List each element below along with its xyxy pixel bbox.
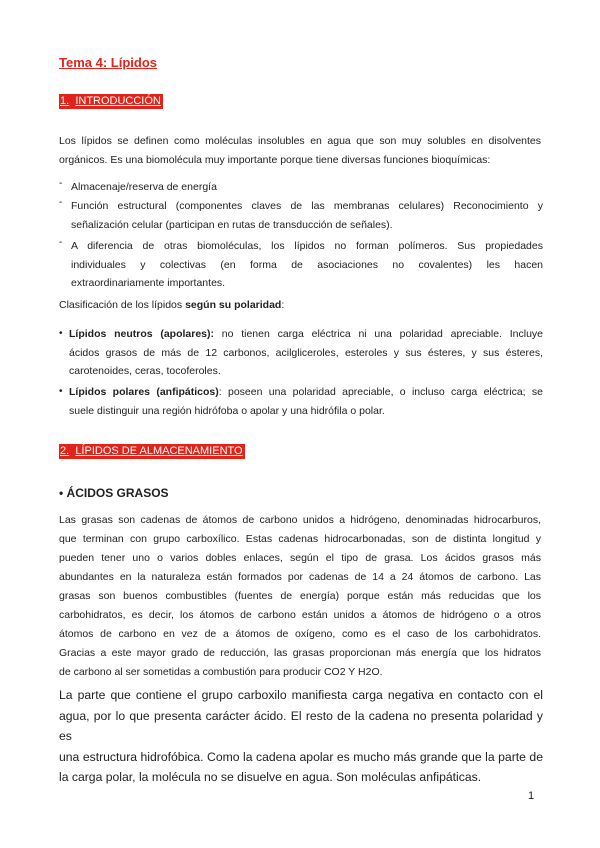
text-line: orgánicos. Es una biomolécula muy importante porque tiene diversas funciones bioquímicas: xyxy=(59,154,491,166)
section-number: 2. xyxy=(60,445,70,457)
list-item-lipidos-polares xyxy=(59,383,543,420)
intro-paragraph xyxy=(59,132,541,170)
list-item-lipidos-neutros xyxy=(59,325,543,381)
section-number: 1. xyxy=(60,95,70,107)
section-label: LÍPIDOS DE ALMACENAMIENTO xyxy=(75,445,243,457)
text-line: Almacenaje/reserva de energía xyxy=(71,181,217,193)
bullet-marker: • xyxy=(59,486,64,500)
bullet-marker: • xyxy=(59,328,63,339)
dash-marker: - xyxy=(59,237,63,248)
subheading-acidos-grasos xyxy=(59,486,169,500)
text-line: átomos de carbono en vez de a átomos de oxígeno, como es el caso de los carbohidratos. xyxy=(59,628,541,640)
list-item xyxy=(59,197,543,234)
text-line: grasas son buenos combustibles (fuentes de energía) porque están más reducidas que los xyxy=(59,590,541,602)
text-line: suele distinguir una región hidrófoba o apolar y una hidrófila o polar. xyxy=(69,404,385,417)
classification-prefix: Clasificación de los lípidos xyxy=(59,299,186,311)
text-line: carbohidratos, es decir, los átomos de carbono están unidos a átomos de hidrógeno o a otros xyxy=(59,609,541,621)
text-line: la carga polar, la molécula no se disuelve en agua. Son moléculas anfipáticas. xyxy=(59,770,482,785)
text-line: individuales y colectivas (en forma de asociaciones no covalentes) les hacen xyxy=(71,258,543,271)
term-name: Lípidos polares (anfipáticos) xyxy=(69,386,219,398)
classification-bold: según su polaridad xyxy=(185,299,282,311)
dash-marker: - xyxy=(59,197,63,208)
section-label: INTRODUCCIÓN xyxy=(75,95,161,107)
section-heading-introduccion xyxy=(59,94,163,109)
term-description: no tienen carga eléctrica ni una polaridad apreciable. Incluye xyxy=(214,328,543,340)
text-line: pueden tener uno o varios dobles enlaces, según el tipo de grasa. Los ácidos grasos más xyxy=(59,552,541,564)
text-line: que terminan con grupo carboxílico. Estas cadenas hidrocarbonadas, son de distinta longitud y xyxy=(59,533,541,545)
text-line: abundantes en la naturaleza están formados por cadenas de 14 a 24 átomos de carbono. Las xyxy=(59,571,541,583)
subheading-label: ÁCIDOS GRASOS xyxy=(66,486,169,500)
term-name: Lípidos neutros (apolares): xyxy=(69,328,215,340)
text-line: carotenoides, ceras, tocoferoles. xyxy=(69,365,221,377)
text-line: La parte que contiene el grupo carboxilo manifiesta carga negativa en contacto con el xyxy=(59,688,543,702)
text-line xyxy=(69,383,543,402)
text-line: una estructura hidrofóbica. Como la cadena apolar es mucho más grande que la parte de xyxy=(59,749,543,764)
list-item xyxy=(59,237,543,293)
carboxyl-paragraph xyxy=(59,685,543,788)
text-line: Gracias a este mayor grado de reducción, las grasas proporcionan más energía que los hidratos xyxy=(59,647,541,659)
page-title: Tema 4: Lípidos xyxy=(59,55,157,70)
text-line: de carbono al ser sometidas a combustión para producir CO2 Y H2O. xyxy=(59,666,383,678)
text-line xyxy=(69,325,543,344)
text-line: agua, por lo que presenta carácter ácido. El resto de la cadena no presenta polaridad y es xyxy=(59,708,543,744)
text-line: Los lípidos se definen como moléculas insolubles en agua que son muy solubles en disolventes xyxy=(59,135,541,147)
fatty-acids-paragraph xyxy=(59,511,541,682)
text-line: señalización celular (participan en rutas de transducción de señales). xyxy=(71,218,393,231)
text-line: extraordinariamente importantes. xyxy=(71,277,226,289)
term-description: : poseen una polaridad apreciable, o incluso carga eléctrica; se xyxy=(218,386,543,398)
text-line: Función estructural (componentes claves de las membranas celulares) Reconocimiento y xyxy=(71,200,543,212)
dash-marker: - xyxy=(59,178,63,189)
text-line: ácidos grasos de más de 12 carbonos, acilgliceroles, esteroles y sus ésteres, y sus ésteres, xyxy=(69,346,543,359)
text-line: Las grasas son cadenas de átomos de carbono unidos a hidrógeno, denominadas hidrocarburos, xyxy=(59,514,541,526)
page-number: 1 xyxy=(528,790,535,802)
section-heading-almacenamiento xyxy=(59,444,245,459)
bullet-marker: • xyxy=(59,386,63,397)
list-item xyxy=(59,178,543,197)
classification-line xyxy=(59,296,541,315)
text-line: A diferencia de otras biomoléculas, los lípidos no forman polímeros. Sus propiedades xyxy=(71,240,543,252)
classification-suffix: : xyxy=(281,299,285,311)
